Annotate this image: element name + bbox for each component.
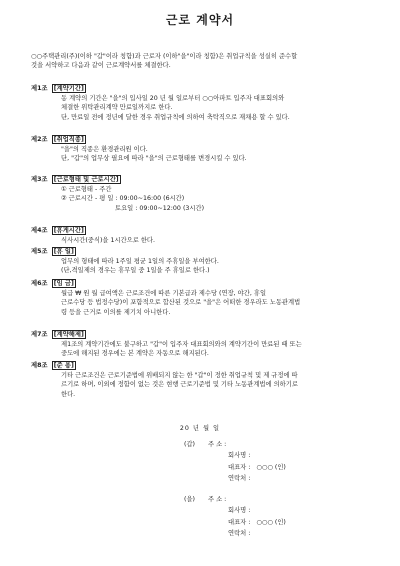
article-heading bbox=[31, 247, 381, 257]
article-8-block bbox=[31, 361, 381, 399]
party-a-company bbox=[184, 451, 364, 462]
article-line: ② 근로시간 - 평 일 : 09:00~16:00 (6시간) bbox=[61, 195, 185, 203]
article-label: [준 용] bbox=[53, 362, 74, 369]
article-line: 중도에 해지된 경우에는 본 계약은 자동으로 해지된다. bbox=[61, 350, 209, 358]
article-label: [취업직종] bbox=[53, 136, 84, 143]
article-line: 르기로 하며, 이외에 정함이 없는 것은 현행 근로기준법 및 기타 노동관계법에 의하기로 bbox=[61, 381, 298, 389]
article-label: [임 금] bbox=[53, 280, 74, 287]
article-line: 근로수당 등 법정수당)이 포함적으로 합산된 것으로 "을"은 어떠한 경우라도 노동관계법 bbox=[61, 299, 301, 307]
article-line: "을"의 직종은 환경관리원 이다. bbox=[61, 146, 148, 153]
party-b-representative bbox=[184, 518, 364, 529]
article-number: 제6조 bbox=[31, 280, 48, 287]
article-line: (단,격일제의 경우는 휴무일 중 1일을 주 휴일로 한다.) bbox=[61, 267, 210, 275]
party-role: (갑) bbox=[184, 441, 195, 448]
rep-label: 대표자 : bbox=[228, 463, 251, 471]
article-7 bbox=[31, 330, 381, 359]
article-2 bbox=[31, 135, 381, 164]
article-heading bbox=[31, 279, 381, 289]
article-number: 제8조 bbox=[31, 362, 48, 369]
contact-label: 연락처 : bbox=[228, 529, 251, 537]
article-line: 식사시간(중식)을 1시간으로 한다. bbox=[61, 237, 156, 244]
intro-line: ○○주택관리(주)(이하 "갑"이라 칭함)과 근로자 (이하"을"이라 칭함)은 취업규칙을 성실히 준수할 bbox=[31, 53, 298, 60]
intro-line: 것을 서약하고 다음과 같이 근로계약서를 체결한다. bbox=[31, 62, 171, 70]
article-line: 한다. bbox=[61, 390, 76, 398]
article-3 bbox=[31, 175, 381, 213]
article-line: 제1조의 계약기간에도 불구하고 "갑"이 입주자 대표회의와의 계약기간이 만료된 때 또는 bbox=[61, 341, 302, 348]
company-label: 회사명 : bbox=[228, 507, 251, 515]
rep-seal: ○○○ (인) bbox=[256, 518, 286, 526]
rep-label: 대표자 : bbox=[228, 518, 251, 526]
article-number: 제5조 bbox=[31, 248, 48, 255]
article-number: 제3조 bbox=[31, 176, 48, 183]
article-line: 단, 만료일 전에 정년에 달한 경우 취업규칙에 의하여 축탁직으로 재채용 할 수 있다. bbox=[61, 113, 290, 121]
address-label: 주 소 : bbox=[208, 441, 227, 448]
article-label: [근로형태 및 근로시간] bbox=[53, 176, 119, 183]
article-1 bbox=[31, 84, 381, 122]
article-line: 단, "갑"의 업무상 필요에 따라 "을"의 근로형태를 변경시킬 수 있다. bbox=[61, 155, 247, 163]
article-heading bbox=[31, 135, 381, 145]
article-heading bbox=[31, 84, 381, 94]
article-line: 토요일 : 09:00~12:00 (3시간) bbox=[115, 204, 205, 212]
article-4 bbox=[31, 226, 381, 245]
article-line: 령 등을 근거로 이의를 제기치 아니한다. bbox=[61, 308, 171, 316]
article-number: 제7조 bbox=[31, 331, 48, 338]
rep-seal: ○○○ (인) bbox=[256, 463, 286, 471]
article-number: 제4조 bbox=[31, 227, 48, 234]
article-heading bbox=[31, 361, 381, 371]
article-5 bbox=[31, 247, 381, 276]
party-a-contact bbox=[184, 474, 364, 485]
party-role: (을) bbox=[184, 496, 195, 503]
company-label: 회사명 : bbox=[228, 452, 251, 460]
party-b-company bbox=[184, 506, 364, 517]
article-line: 체결한 위탁관리계약 만료일까지로 한다. bbox=[61, 104, 173, 112]
contact-label: 연락처 : bbox=[228, 474, 251, 482]
article-number: 제2조 bbox=[31, 136, 48, 143]
article-label: [계약해제] bbox=[53, 331, 84, 338]
party-b-contact bbox=[184, 529, 364, 540]
article-line: 동 계약의 기간은 "을"의 입사일 20 년 월 일로부터 ○○아파트 입주자 대표회의와 bbox=[61, 95, 285, 102]
party-b-block bbox=[184, 495, 364, 540]
article-heading bbox=[31, 226, 381, 236]
article-line: 월급 ₩ 원 월 급여액은 근로조건에 따른 기본급과 제수당 (연장, 야간, 휴일 bbox=[61, 290, 267, 297]
article-label: [휴 일] bbox=[53, 248, 74, 255]
article-line: ① 근로형태 - 주간 bbox=[61, 186, 112, 193]
party-a-representative bbox=[184, 463, 364, 474]
party-a-address bbox=[184, 440, 364, 451]
article-heading bbox=[31, 330, 381, 340]
article-heading bbox=[31, 175, 381, 185]
address-label: 주 소 : bbox=[208, 496, 227, 503]
document-title: 근로 계약서 bbox=[165, 13, 235, 27]
article-6 bbox=[31, 279, 381, 317]
party-b-address bbox=[184, 495, 364, 506]
article-label: [계약기간] bbox=[53, 85, 84, 92]
article-label: [휴게시간] bbox=[53, 227, 84, 234]
party-a-block bbox=[184, 440, 364, 485]
article-number: 제1조 bbox=[31, 85, 48, 92]
article-line: 업무의 형태에 따라 1주일 평균 1일의 주휴일을 부여한다. bbox=[61, 258, 219, 265]
intro-paragraph bbox=[31, 52, 376, 71]
contract-date: 20 년 월 일 bbox=[179, 425, 221, 432]
article-line: 기타 근로조건은 근로기준법에 위배되지 않는 한 "갑"이 정한 취업규칙 및 제 규정에 따 bbox=[61, 372, 298, 379]
